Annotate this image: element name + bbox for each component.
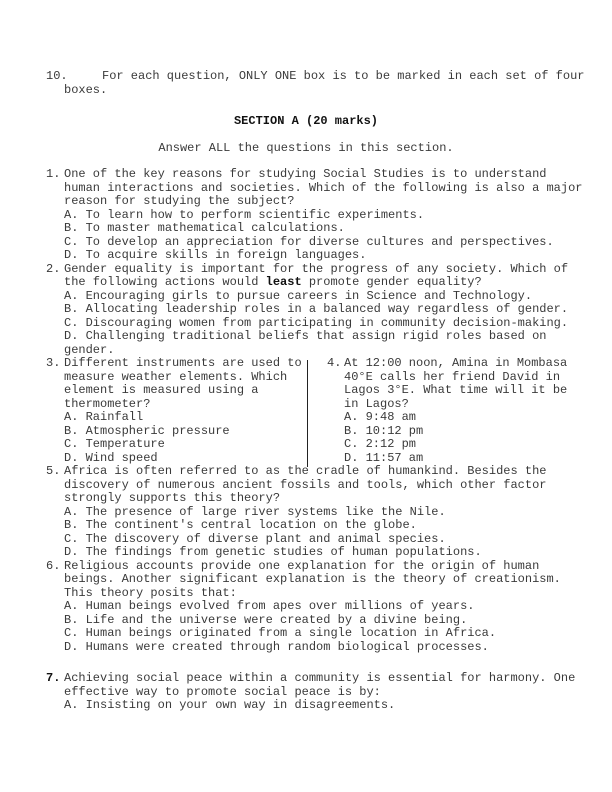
option-c: C. Temperature (64, 437, 165, 451)
question-number: 5. (46, 464, 61, 478)
question-text: At 12:00 noon, Amina in Mombasa (344, 356, 568, 370)
option-d: D. To acquire skills in foreign languages. (64, 248, 367, 262)
option-d: D. The findings from genetic studies of human populations. (64, 545, 482, 559)
column-divider (307, 360, 308, 467)
option-a: A. To learn how to perform scientific experiments. (64, 207, 425, 222)
question-text: Different instruments are used to (64, 356, 302, 370)
option-a: A. Encouraging girls to pursue careers in Science and Technology. (64, 288, 533, 303)
instruction-number: 10. (46, 69, 68, 83)
option-c: C. Discouraging women from participating in community decision-making. (64, 315, 569, 330)
question-text: thermometer? (64, 396, 151, 411)
option-b: B. The continent's central location on the globe. (64, 518, 417, 532)
question-text: discovery of numerous ancient fossils and tools, which other factor (64, 477, 547, 492)
question-text-part: the following actions would (64, 275, 266, 289)
question-text: Africa is often referred to as the cradle of humankind. Besides the (64, 464, 547, 478)
question-number: 3. (46, 356, 61, 370)
option-b: B. Allocating leadership roles in a balanced way regardless of gender. (64, 302, 569, 316)
section-title: SECTION A (20 marks) (233, 114, 379, 128)
question-text: effective way to promote social peace is by: (64, 684, 381, 699)
question-number: 1. (46, 167, 61, 181)
option-d: D. 11:57 am (344, 450, 424, 465)
question-number: 2. (46, 261, 61, 276)
question-text: in Lagos? (344, 396, 409, 411)
question-text: This theory posits that: (64, 585, 237, 600)
option-b: B. 10:12 pm (344, 423, 424, 438)
option-d: D. Wind speed (64, 450, 158, 465)
option-d: D. Humans were created through random biological processes. (64, 639, 489, 654)
section-subtitle: Answer ALL the questions in this section. (158, 141, 454, 155)
option-a: A. Human beings evolved from apes over millions of years. (64, 599, 475, 613)
question-number: 7. (46, 671, 61, 685)
option-a: A. Insisting on your own way in disagreements. (64, 698, 396, 712)
question-text: Gender equality is important for the progress of any society. Which of (64, 261, 569, 276)
question-text: measure weather elements. Which (64, 369, 288, 384)
question-text: One of the key reasons for studying Social Studies is to understand (64, 167, 547, 181)
instruction-text: For each question, ONLY ONE box is to be marked in each set of four (102, 69, 585, 83)
question-text-part: promote gender equality? (301, 275, 482, 289)
question-text: element is measured using a (64, 383, 259, 397)
option-a: A. Rainfall (64, 410, 144, 424)
option-c: C. 2:12 pm (344, 437, 417, 451)
question-text: Achieving social peace within a community is essential for harmony. One (64, 671, 576, 685)
option-a: A. 9:48 am (344, 410, 417, 424)
question-text (64, 276, 482, 290)
option-d: D. Challenging traditional beliefs that assign rigid roles based on (64, 329, 547, 343)
option-c: C. To develop an appreciation for diverse cultures and perspectives. (64, 234, 554, 249)
instruction-text: boxes. (64, 83, 108, 97)
question-text: reason for studying the subject? (64, 194, 295, 208)
question-number: 6. (46, 558, 61, 573)
option-a: A. The presence of large river systems like the Nile. (64, 504, 446, 519)
question-text: 40°E calls her friend David in (344, 369, 561, 384)
question-text: strongly supports this theory? (64, 491, 281, 505)
question-number: 4. (327, 356, 342, 370)
option-b: B. To master mathematical calculations. (64, 221, 345, 235)
option-b: B. Life and the universe were created by a divine being. (64, 612, 468, 627)
option-b: B. Atmospheric pressure (64, 423, 230, 438)
question-text: Religious accounts provide one explanation for the origin of human (64, 558, 540, 573)
option-c: C. The discovery of diverse plant and animal species. (64, 531, 446, 546)
emphasis-least: least (265, 275, 302, 289)
question-text: human interactions and societies. Which of the following is also a major (64, 180, 583, 195)
option-c: C. Human beings originated from a single location in Africa. (64, 626, 497, 640)
question-text: Lagos 3°E. What time will it be (344, 383, 568, 397)
question-text: beings. Another significant explanation is the theory of creationism. (64, 572, 561, 586)
option-d-continued: gender. (64, 342, 115, 357)
